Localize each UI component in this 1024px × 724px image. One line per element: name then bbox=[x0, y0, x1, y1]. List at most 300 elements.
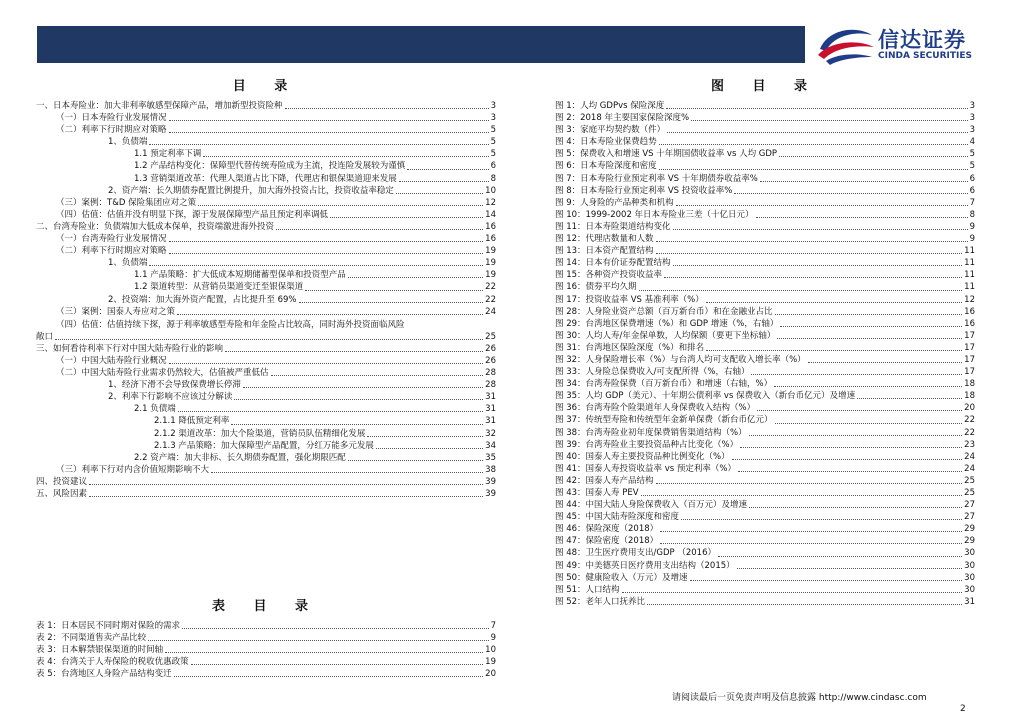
contents-entry-page: 38 bbox=[485, 464, 496, 475]
figure-entry-text: 图 33：人身险总保费收入/可支配所得（%，右轴） bbox=[555, 367, 750, 378]
contents-entry-text: 2.1.3 产品策略：加大保障型产品配置，分红万能多元发展 bbox=[154, 440, 374, 451]
figure-entry-page: 4 bbox=[969, 137, 975, 148]
dot-leader bbox=[285, 107, 489, 109]
figure-entry-text: 图 39：台湾寿险业主要投资品种占比变化（%） bbox=[555, 439, 739, 450]
figure-entry-text: 图 45：中国大陆寿险深度和密度 bbox=[555, 512, 680, 523]
figure-entry-page: 6 bbox=[969, 185, 975, 196]
contents-entry-page: 3 bbox=[490, 101, 496, 111]
contents-entry[interactable] bbox=[36, 257, 496, 269]
figure-entry-page: 24 bbox=[964, 463, 975, 474]
dot-leader bbox=[639, 289, 963, 291]
contents-entry-text: （一）中国大陆寿险行业概况 bbox=[56, 355, 167, 366]
contents-entry[interactable] bbox=[36, 367, 496, 379]
figure-entry-text: 图 5：保费收入和增速 VS 十年期国债收益率 vs 人均 GDP bbox=[555, 149, 778, 160]
figure-entry-page: 11 bbox=[964, 258, 975, 269]
dot-leader bbox=[641, 494, 963, 496]
dot-leader bbox=[681, 518, 962, 520]
figure-entry[interactable] bbox=[555, 463, 975, 475]
figure-entry[interactable] bbox=[555, 354, 975, 366]
figure-entry-page: 20 bbox=[964, 403, 975, 414]
contents-entry-page: 22 bbox=[485, 294, 496, 305]
contents-entry-text: 四、投资建议 bbox=[36, 476, 88, 487]
figure-entry[interactable] bbox=[555, 221, 975, 233]
contents-entry[interactable] bbox=[36, 245, 496, 257]
contents-entry[interactable] bbox=[36, 281, 496, 293]
contents-entry-page: 39 bbox=[485, 476, 496, 487]
figure-entry[interactable] bbox=[555, 269, 975, 281]
dot-leader bbox=[749, 506, 962, 508]
figure-entry-text: 图 29：台湾地区保费增速（%）和 GDP 增速（%，右轴） bbox=[555, 318, 779, 329]
contents-entry[interactable] bbox=[36, 464, 496, 476]
figure-entry[interactable] bbox=[555, 547, 975, 559]
logo-chinese-text: 信达证券 bbox=[878, 28, 966, 52]
figure-entry[interactable] bbox=[555, 511, 975, 523]
figure-entry-text: 图 51：人口结构 bbox=[555, 584, 620, 595]
figure-entry-page: 7 bbox=[969, 197, 975, 208]
dot-leader bbox=[775, 422, 963, 424]
dot-leader bbox=[211, 471, 483, 473]
dot-leader bbox=[656, 240, 968, 242]
dot-leader bbox=[149, 143, 488, 145]
contents-entry-text: 三、如何看待利率下行对中国大陆寿险行业的影响 bbox=[36, 343, 224, 354]
dot-leader bbox=[691, 119, 968, 121]
figure-entry-page: 31 bbox=[964, 596, 975, 607]
contents-entry-text: 1.1 预定利率下调 bbox=[134, 149, 202, 160]
contents-entry-page: 25 bbox=[485, 331, 496, 342]
dot-leader bbox=[169, 252, 484, 254]
figure-entry-page: 8 bbox=[969, 209, 975, 220]
contents-entry-page: 32 bbox=[485, 428, 496, 439]
figures-title: 图 目 录 bbox=[710, 79, 820, 94]
figure-entry-text: 图 17：投资收益率 VS 基准利率（%） bbox=[555, 294, 704, 305]
cinda-swoosh-icon bbox=[816, 23, 876, 65]
figure-entry[interactable] bbox=[555, 112, 975, 124]
figure-entry-page: 29 bbox=[964, 524, 975, 535]
dot-leader bbox=[169, 131, 489, 133]
dot-leader bbox=[664, 276, 962, 278]
figure-entry-text: 图 46：保险深度（2018） bbox=[555, 524, 659, 535]
contents-entry[interactable] bbox=[36, 428, 496, 440]
contents-entry[interactable] bbox=[36, 355, 496, 367]
contents-entry[interactable] bbox=[36, 136, 496, 148]
figure-entry-page: 9 bbox=[969, 221, 975, 232]
contents-entry-page: 28 bbox=[485, 380, 496, 391]
figure-entry-text: 图 36：台湾寿险个险渠道年人身保费收入结构（%） bbox=[555, 403, 756, 414]
dot-leader bbox=[756, 216, 968, 218]
dot-leader bbox=[757, 409, 962, 411]
figure-entry-page: 18 bbox=[964, 379, 975, 390]
contents-entry-text: 1.2 渠道转型：从营销员渠道变迁至银保渠道 bbox=[134, 282, 304, 293]
contents-entry-page: 19 bbox=[485, 258, 496, 269]
figure-entry-text: 图 37：传统型寿险和传统型年金新单保费（新台币亿元） bbox=[555, 415, 773, 426]
dot-leader bbox=[740, 446, 962, 448]
contents-entry-text: （三）利率下行对内含价值短期影响不大 bbox=[56, 464, 210, 475]
contents-entry[interactable] bbox=[36, 415, 496, 427]
figure-entry-text: 图 11：日本寿险渠道结构变化 bbox=[555, 221, 671, 232]
contents-entry-text: 2.1 负债端 bbox=[134, 404, 176, 415]
dot-leader bbox=[706, 349, 962, 351]
dot-leader bbox=[191, 663, 484, 665]
contents-entry-page: 35 bbox=[485, 452, 496, 463]
figure-entry[interactable] bbox=[555, 342, 975, 354]
contents-entry-page: 14 bbox=[485, 209, 496, 220]
figure-entry-text: 图 52：老年人口抚养比 bbox=[555, 596, 646, 607]
dot-leader bbox=[178, 410, 483, 412]
contents-entry-text: 二、台湾寿险业：负债端加大低成本保单，投资端激进海外投资 bbox=[36, 221, 275, 232]
contents-entry[interactable] bbox=[36, 319, 496, 343]
figures-column bbox=[555, 80, 975, 608]
contents-entry-text: （二）中国大陆寿险行业需求仍然较大，估值被严重低估 bbox=[56, 368, 269, 379]
figure-entry[interactable] bbox=[555, 306, 975, 318]
contents-entry-page: 3 bbox=[490, 113, 496, 124]
contents-entry[interactable] bbox=[36, 160, 496, 172]
figure-entry[interactable] bbox=[555, 136, 975, 148]
dot-leader bbox=[808, 361, 962, 363]
figure-entry[interactable] bbox=[555, 366, 975, 378]
figure-entry-text: 图 47：保险密度（2018） bbox=[555, 536, 659, 547]
contents-entry-page: 26 bbox=[485, 355, 496, 366]
contents-entry-text: 2.2 资产端：加大非标、长久期债券配置，强化期限匹配 bbox=[134, 452, 346, 463]
figure-entry-text: 图 30：人均人寿/年金保单数，人均保额（要更下坐标轴） bbox=[555, 330, 776, 341]
contents-entry[interactable] bbox=[36, 197, 496, 209]
contents-entry[interactable] bbox=[36, 148, 496, 160]
contents-list bbox=[36, 100, 496, 500]
contents-entry-text: 2、资产端：长久期债券配置比例提升，加大海外投资占比，投资收益率稳定 bbox=[108, 185, 394, 196]
figure-entry-text: 图 48：卫生医疗费用支出/GDP （2016） bbox=[555, 548, 716, 559]
figure-entry-text: 图 6：日本寿险深度和密度 bbox=[555, 161, 657, 172]
dot-leader bbox=[706, 301, 962, 303]
figure-entry-text: 图 41：国泰人寿投资收益率 vs 预定利率（%） bbox=[555, 463, 736, 474]
figure-entry-page: 9 bbox=[969, 234, 975, 245]
contents-entry-page: 6 bbox=[490, 161, 496, 172]
figure-entry-text: 图 15：各种资产投资收益率 bbox=[555, 270, 663, 281]
dot-leader bbox=[660, 542, 962, 544]
table-entry-page: 20 bbox=[485, 669, 496, 680]
figure-entry-page: 29 bbox=[964, 536, 975, 547]
table-entry-text: 表 5：台湾地区人身险产品结构变迁 bbox=[36, 669, 172, 680]
figure-entry-page: 22 bbox=[964, 415, 975, 426]
dot-leader bbox=[407, 168, 488, 170]
contents-entry[interactable] bbox=[36, 452, 496, 464]
figure-entry-text: 图 42：国泰人寿产品结构 bbox=[555, 475, 654, 486]
dot-leader bbox=[198, 204, 483, 206]
figure-entry-text: 图 32：人身保险增长率（%）与台湾人均可支配收入增长率（%） bbox=[555, 354, 806, 365]
figure-entry[interactable] bbox=[555, 100, 975, 112]
figure-entry-page: 5 bbox=[969, 149, 975, 160]
figure-entry[interactable] bbox=[555, 281, 975, 293]
dot-leader bbox=[760, 180, 968, 182]
dot-leader bbox=[348, 459, 483, 461]
figure-entry[interactable] bbox=[555, 233, 975, 245]
figure-entry-text: 图 28：人身险业资产总额（百万新台币）和在金融业占比 bbox=[555, 306, 773, 317]
figure-entry-page: 25 bbox=[964, 475, 975, 486]
contents-entry[interactable] bbox=[36, 209, 496, 221]
figure-entry-page: 30 bbox=[964, 560, 975, 571]
contents-entry-page: 12 bbox=[485, 197, 496, 208]
figure-entry[interactable] bbox=[555, 294, 975, 306]
figure-entry[interactable] bbox=[555, 596, 975, 608]
figure-entry-page: 24 bbox=[964, 451, 975, 462]
table-entry-text: 表 2：不同渠道售卖产品比较 bbox=[36, 633, 147, 644]
figure-entry-page: 17 bbox=[964, 330, 975, 341]
dot-leader bbox=[857, 397, 962, 399]
contents-entry-text: 五、风险因素 bbox=[36, 489, 88, 499]
tables-list bbox=[36, 620, 496, 680]
contents-entry[interactable] bbox=[36, 221, 496, 233]
contents-entry-page: 16 bbox=[485, 234, 496, 245]
dot-leader bbox=[55, 338, 483, 340]
page-number: 2 bbox=[960, 704, 966, 714]
figure-entry-text: 图 31：台湾地区保险深度（%）和排名 bbox=[555, 342, 705, 353]
figure-entry[interactable] bbox=[555, 439, 975, 451]
dot-leader bbox=[647, 603, 962, 605]
dot-leader bbox=[774, 385, 962, 387]
contents-entry[interactable] bbox=[36, 173, 496, 185]
dot-leader bbox=[718, 555, 962, 557]
figure-entry-page: 3 bbox=[969, 125, 975, 136]
contents-entry-page: 5 bbox=[490, 125, 496, 136]
figure-entry[interactable] bbox=[555, 451, 975, 463]
dot-leader bbox=[622, 591, 963, 593]
dot-leader bbox=[348, 276, 483, 278]
figure-entry-text: 图 35：人均 GDP（美元）、十年期公债利率 vs 保费收入（新台币亿元）及增速 bbox=[555, 391, 856, 402]
contents-entry[interactable] bbox=[36, 488, 496, 500]
dot-leader bbox=[777, 337, 962, 339]
contents-entry-text: 1、经济下滑不会导致保费增长停滞 bbox=[108, 380, 241, 391]
dot-leader bbox=[169, 362, 484, 364]
dot-leader bbox=[89, 483, 483, 485]
dot-leader bbox=[676, 204, 968, 206]
dot-leader bbox=[177, 313, 483, 315]
dot-leader bbox=[737, 567, 963, 569]
footer-disclaimer: 请阅读最后一页免责声明及信息披露 http://www.cindasc.com bbox=[672, 693, 927, 703]
contents-entry[interactable] bbox=[36, 306, 496, 318]
contents-entry[interactable] bbox=[36, 124, 496, 136]
figure-entry-text: 图 44：中国大陆人身险保费收入（百万元）及增速 bbox=[555, 500, 748, 511]
figure-entry[interactable] bbox=[555, 402, 975, 414]
figure-entry-text: 图 50：健康险收入（万元）及增速 bbox=[555, 572, 688, 583]
figure-entry-text: 图 16：债券平均久期 bbox=[555, 282, 637, 293]
figure-entry-page: 16 bbox=[964, 306, 975, 317]
contents-entry-text: 1、负债端 bbox=[108, 137, 148, 148]
contents-entry-text: （四）估值：估值并没有明显下探，源于发展保障型产品且预定利率调低 bbox=[56, 209, 329, 220]
table-entry[interactable] bbox=[36, 620, 496, 632]
figure-entry[interactable] bbox=[555, 572, 975, 584]
contents-entry-page: 16 bbox=[485, 221, 496, 232]
contents-entry[interactable] bbox=[36, 269, 496, 281]
contents-title: 目 录 bbox=[232, 79, 300, 94]
dot-leader bbox=[732, 458, 963, 460]
figure-entry[interactable] bbox=[555, 535, 975, 547]
figure-entry-page: 23 bbox=[964, 439, 975, 450]
dot-leader bbox=[182, 627, 488, 629]
contents-entry-text: 1、负债端 bbox=[108, 258, 148, 269]
figure-entry-text: 图 8：日本寿险行业预定利率 VS 投资收益率% bbox=[555, 185, 733, 196]
dot-leader bbox=[149, 264, 483, 266]
figure-entry-page: 6 bbox=[969, 173, 975, 184]
figure-entry[interactable] bbox=[555, 185, 975, 197]
contents-entry-page: 31 bbox=[485, 392, 496, 403]
figure-entry[interactable] bbox=[555, 318, 975, 330]
figure-entry-text: 图 49：中美德英日医疗费用支出结构（2015） bbox=[555, 560, 735, 571]
figure-entry-text: 图 2：2018 年主要国家保险深度% bbox=[555, 113, 690, 124]
figure-entry[interactable] bbox=[555, 197, 975, 209]
figure-entry-page: 25 bbox=[964, 488, 975, 498]
table-entry[interactable] bbox=[36, 668, 496, 680]
figure-entry-page: 17 bbox=[964, 367, 975, 378]
dot-leader bbox=[399, 180, 489, 182]
figure-entry-page: 5 bbox=[969, 161, 975, 172]
figure-entry[interactable] bbox=[555, 487, 975, 499]
figure-entry-page: 3 bbox=[969, 113, 975, 124]
table-entry[interactable] bbox=[36, 644, 496, 656]
dot-leader bbox=[751, 373, 962, 375]
dot-leader bbox=[305, 289, 483, 291]
contents-entry[interactable] bbox=[36, 379, 496, 391]
contents-entry[interactable] bbox=[36, 100, 496, 112]
figure-entry-text: 图 3：家庭平均契约数（件） bbox=[555, 125, 666, 136]
contents-entry-text: （一）日本寿险行业发展情况 bbox=[56, 113, 167, 124]
contents-entry[interactable] bbox=[36, 233, 496, 245]
contents-entry-text: （二）利率下行时期应对策略 bbox=[56, 246, 167, 257]
contents-entry[interactable] bbox=[36, 391, 496, 403]
dot-leader bbox=[231, 423, 483, 425]
contents-entry[interactable] bbox=[36, 440, 496, 452]
figure-entry[interactable] bbox=[555, 245, 975, 257]
dot-leader bbox=[734, 192, 967, 194]
figure-entry-text: 图 43：国泰人寿 PEV bbox=[555, 488, 639, 498]
figure-entry[interactable] bbox=[555, 160, 975, 172]
figure-entry[interactable] bbox=[555, 427, 975, 439]
dot-leader bbox=[659, 168, 968, 170]
contents-entry-text: 2、投资端：加大海外资产配置，占比提升至 69% bbox=[108, 294, 297, 305]
logo-english-text: CINDA SECURITIES bbox=[878, 51, 972, 61]
dot-leader bbox=[659, 143, 968, 145]
contents-column bbox=[36, 80, 496, 500]
dot-leader bbox=[299, 301, 484, 303]
table-entry[interactable] bbox=[36, 632, 496, 644]
dot-leader bbox=[749, 434, 963, 436]
tables-title: 表 目 录 bbox=[211, 599, 321, 614]
figure-entry-text: 图 12：代理店数量和人数 bbox=[555, 234, 654, 245]
figure-entry[interactable] bbox=[555, 499, 975, 511]
contents-entry-page: 5 bbox=[490, 137, 496, 148]
dot-leader bbox=[396, 192, 483, 194]
contents-entry-page: 19 bbox=[485, 270, 496, 281]
dot-leader bbox=[330, 216, 483, 218]
figure-entry[interactable] bbox=[555, 124, 975, 136]
contents-entry-page: 5 bbox=[490, 149, 496, 160]
dot-leader bbox=[225, 350, 483, 352]
dot-leader bbox=[656, 252, 963, 254]
figure-entry-page: 17 bbox=[964, 354, 975, 365]
contents-entry[interactable] bbox=[36, 343, 496, 355]
contents-entry-page-line bbox=[36, 331, 496, 343]
table-entry[interactable] bbox=[36, 656, 496, 668]
figure-entry-text: 图 13：日本资产配置结构 bbox=[555, 246, 654, 257]
dot-leader bbox=[165, 651, 483, 653]
figure-entry[interactable] bbox=[555, 560, 975, 572]
figure-entry[interactable] bbox=[555, 173, 975, 185]
contents-entry-text: 1.1 产品策略：扩大低成本短期储蓄型保单和投资型产品 bbox=[134, 270, 346, 281]
figure-entry-page: 16 bbox=[964, 318, 975, 329]
figure-entry-text: 图 34：台湾寿险保费（百万新台币）和增速（右轴，%） bbox=[555, 379, 773, 390]
figure-entry-page: 18 bbox=[964, 391, 975, 402]
figure-entry[interactable] bbox=[555, 390, 975, 402]
figure-entry[interactable] bbox=[555, 378, 975, 390]
dot-leader bbox=[775, 313, 963, 315]
table-entry-page: 9 bbox=[490, 633, 496, 644]
table-entry-page: 19 bbox=[485, 657, 496, 668]
figure-entry[interactable] bbox=[555, 330, 975, 342]
figure-entry-page: 11 bbox=[964, 246, 975, 257]
figure-entry-text: 图 40：国泰人寿主要投资品种比例变化（%） bbox=[555, 451, 730, 462]
dot-leader bbox=[673, 264, 963, 266]
contents-entry[interactable] bbox=[36, 185, 496, 197]
contents-entry-page: 31 bbox=[485, 404, 496, 415]
contents-entry-page: 28 bbox=[485, 368, 496, 379]
figure-entry-page: 30 bbox=[964, 548, 975, 559]
contents-entry[interactable] bbox=[36, 294, 496, 306]
figure-entry-page: 27 bbox=[964, 500, 975, 511]
figure-entry-text: 图 4：日本寿险业保费趋势 bbox=[555, 137, 657, 148]
figure-entry[interactable] bbox=[555, 257, 975, 269]
dot-leader bbox=[271, 374, 484, 376]
contents-entry[interactable] bbox=[36, 112, 496, 124]
contents-entry-text: （一）台湾寿险行业发展情况 bbox=[56, 234, 167, 245]
contents-entry[interactable] bbox=[36, 476, 496, 488]
table-entry-text: 表 3：日本解禁银保渠道的时间轴 bbox=[36, 645, 164, 656]
figure-entry-text: 图 7：日本寿险行业预定利率 VS 十年期债券收益率% bbox=[555, 173, 758, 184]
contents-entry[interactable] bbox=[36, 403, 496, 415]
figure-entry[interactable] bbox=[555, 148, 975, 160]
figure-entry[interactable] bbox=[555, 209, 975, 221]
contents-entry-page: 8 bbox=[490, 173, 496, 184]
header-banner bbox=[37, 26, 805, 63]
table-entry-text: 表 4：台湾关于人寿保险的税收优惠政策 bbox=[36, 657, 189, 668]
figure-entry[interactable] bbox=[555, 523, 975, 535]
contents-entry-text: 2.1.1 降低预定利率 bbox=[154, 416, 230, 427]
figure-entry-page: 11 bbox=[964, 270, 975, 281]
figure-entry[interactable] bbox=[555, 414, 975, 426]
contents-entry-text: 1.3 营销渠道改革：代理人渠道占比下降，代理店和银保渠道迎来发展 bbox=[134, 173, 397, 184]
figure-entry-page: 30 bbox=[964, 572, 975, 583]
dot-leader bbox=[667, 131, 967, 133]
figures-list bbox=[555, 100, 975, 608]
dot-leader bbox=[779, 155, 968, 157]
figure-entry-page: 12 bbox=[964, 294, 975, 305]
contents-entry-text: （三）案例：国泰人寿应对之策 bbox=[56, 306, 176, 317]
cinda-logo bbox=[812, 20, 992, 68]
contents-entry-page: 34 bbox=[485, 440, 496, 451]
table-entry-text: 表 1：日本居民不同时期对保险的需求 bbox=[36, 621, 181, 631]
dot-leader bbox=[780, 325, 962, 327]
contents-entry-text: 一、日本寿险业：加大非利率敏感型保障产品，增加新型投资险种 bbox=[36, 101, 283, 111]
contents-entry-text: 1.2 产品结构变化：保障型代替传统寿险成为主流，投连险发展较为谨慎 bbox=[134, 161, 406, 172]
figure-entry[interactable] bbox=[555, 475, 975, 487]
contents-entry-text: 2、利率下行影响不应该过分解读 bbox=[108, 392, 233, 403]
contents-entry-text: （三）案例：T&D 保险集团应对之策 bbox=[56, 197, 197, 208]
dot-leader bbox=[690, 579, 963, 581]
dot-leader bbox=[660, 530, 962, 532]
figure-entry[interactable] bbox=[555, 584, 975, 596]
dot-leader bbox=[174, 675, 484, 677]
contents-entry-page: 24 bbox=[485, 306, 496, 317]
dot-leader bbox=[148, 639, 488, 641]
contents-entry-text: 2.1.2 渠道改革：加大个险渠道，营销员队伍精细化发展 bbox=[154, 428, 366, 439]
table-entry-page: 10 bbox=[485, 645, 496, 656]
contents-entry-page: 22 bbox=[485, 282, 496, 293]
